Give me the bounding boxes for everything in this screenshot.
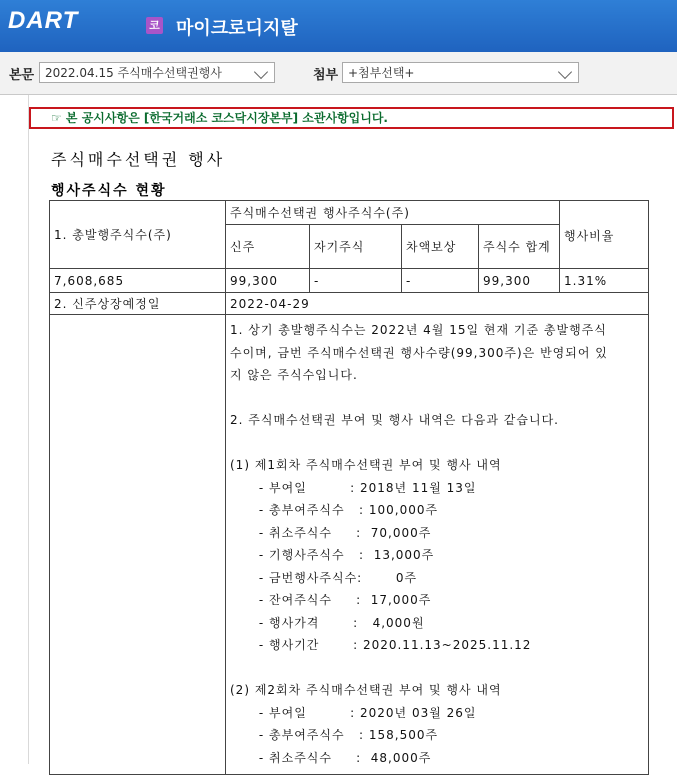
col-treasury: 자기주식 (310, 225, 402, 269)
body-line: - 취소주식수 : 48,000주 (230, 750, 432, 765)
corp-market-badge: 코 (146, 17, 163, 34)
section-heading: 행사주식수 현황 (51, 183, 167, 199)
diff-value: - (402, 269, 479, 293)
body-line: (1) 제1회차 주식매수선택권 부여 및 행사 내역 (230, 458, 502, 472)
body-line: 수이며, 금번 주식매수선택권 행사수량(99,300주)은 반영되어 있 (230, 345, 608, 360)
body-line: - 총부여주식수 : 158,500주 (230, 728, 439, 742)
chevron-down-icon (558, 65, 572, 79)
document-toolbar (0, 52, 677, 95)
listing-date-value: 2022-04-29 (226, 293, 649, 315)
total-shares-value: 7,608,685 (50, 269, 226, 293)
body-line (230, 387, 644, 410)
body-label: 본문 (9, 68, 35, 83)
body-select[interactable] (39, 62, 275, 83)
body-line: - 행사기간 : 2020.11.13~2025.11.12 (230, 638, 532, 652)
notes-body (226, 315, 649, 775)
body-line: - 부여일 : 2018년 11월 13일 (230, 480, 477, 495)
ratio-header: 행사비율 (560, 201, 649, 269)
new-shares-value: 99,300 (226, 269, 310, 293)
body-line: - 총부여주식수 : 100,000주 (230, 503, 439, 517)
body-line (230, 657, 644, 680)
corp-name[interactable]: 마이크로디지탈 (176, 18, 298, 39)
attach-select-value: +첨부선택+ (348, 66, 415, 80)
chevron-down-icon (254, 65, 268, 79)
app-header (0, 0, 677, 52)
body-line: 지 않은 주식수입니다. (230, 368, 358, 382)
col-diff-comp: 차액보상 (402, 225, 479, 269)
notes-label-cell (50, 315, 226, 775)
exercise-group-header: 주식매수선택권 행사주식수(주) (226, 201, 560, 225)
document-viewer (28, 95, 677, 764)
body-line: 2. 주식매수선택권 부여 및 행사 내역은 다음과 같습니다. (230, 413, 559, 427)
body-select-value: 2022.04.15 주식매수선택권행사 (45, 66, 222, 80)
body-line: - 취소주식수 : 70,000주 (230, 525, 432, 540)
treasury-value: - (310, 269, 402, 293)
dart-logo[interactable]: DART (8, 7, 79, 34)
body-line (230, 432, 644, 455)
document-title: 주식매수선택권 행사 (51, 150, 226, 169)
total-shares-label: 1. 총발행주식수(주) (50, 201, 226, 269)
body-line: - 행사가격 : 4,000원 (230, 615, 425, 630)
body-line: - 잔여주식수 : 17,000주 (230, 593, 432, 607)
body-line: - 기행사주식수 : 13,000주 (230, 548, 435, 562)
ratio-value: 1.31% (560, 269, 649, 293)
jurisdiction-notice: ☞ 본 공시사항은 [한국거래소 코스닥시장본부] 소관사항입니다. (29, 107, 674, 129)
body-line: - 금번행사주식수: 0주 (230, 570, 418, 585)
listing-date-label: 2. 신주상장예정일 (50, 293, 226, 315)
attach-label: 첨부 (313, 68, 339, 83)
body-line: (2) 제2회차 주식매수선택권 부여 및 행사 내역 (230, 683, 502, 697)
col-total: 주식수 합계 (479, 225, 560, 269)
body-line: 1. 상기 총발행주식수는 2022년 4월 15일 현재 기준 총발행주식 (230, 323, 607, 337)
body-line: - 부여일 : 2020년 03월 26일 (230, 705, 477, 720)
col-new-shares: 신주 (226, 225, 310, 269)
exercise-table (49, 200, 649, 775)
attach-select[interactable] (342, 62, 579, 83)
total-value: 99,300 (479, 269, 560, 293)
